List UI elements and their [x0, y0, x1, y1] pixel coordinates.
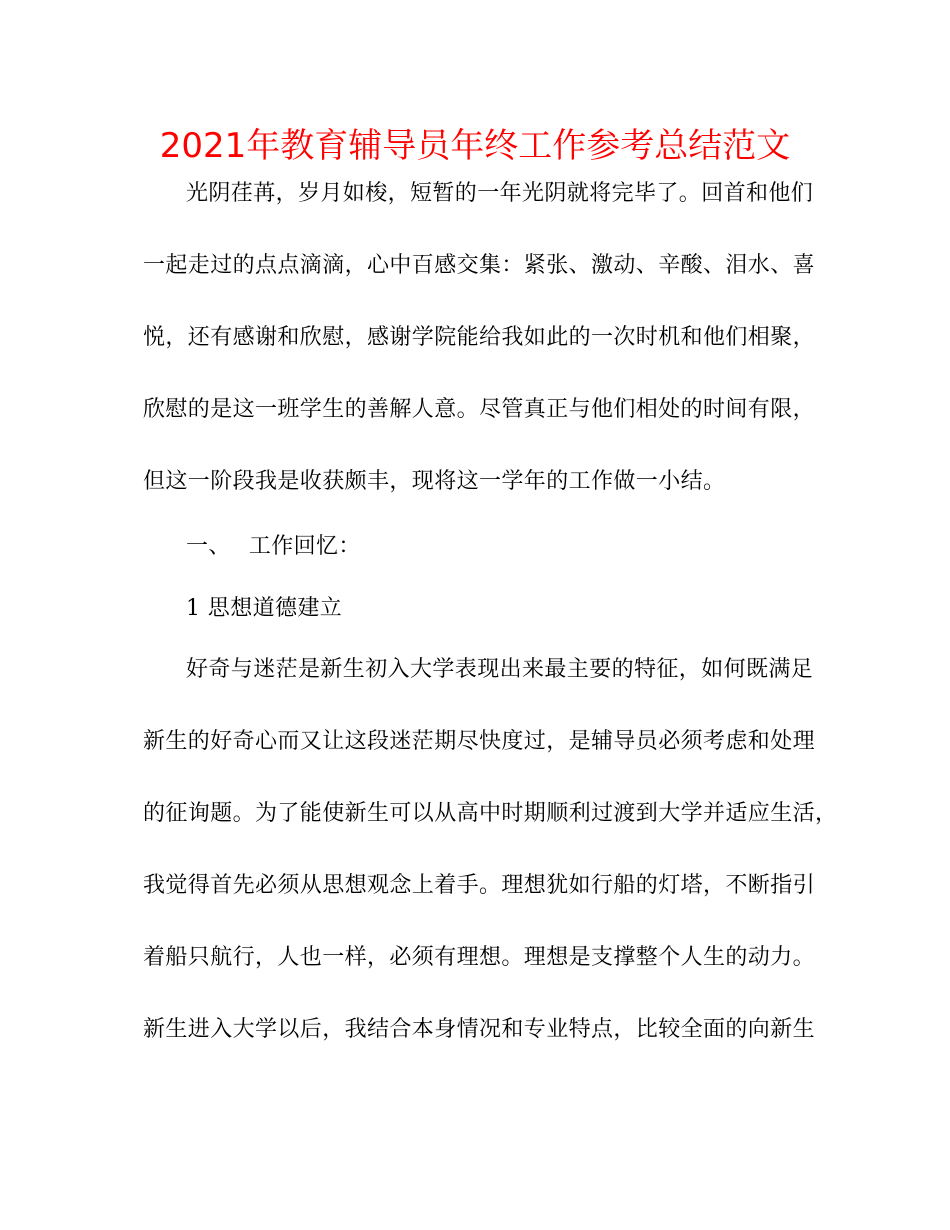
paragraph-line: 但这一阶段我是收获颇丰，现将这一学年的工作做一小结。 [143, 469, 726, 494]
subheading: 1 思想道德建立 [186, 596, 343, 621]
paragraph-line: 好奇与迷茫是新生初入大学表现出来最主要的特征，如何既满足 [186, 657, 814, 682]
paragraph-line: 新生的好奇心而又让这段迷茫期尽快度过，是辅导员必须考虑和处理 [143, 729, 816, 754]
paragraph-line: 新生进入大学以后，我结合本身情况和专业特点，比较全面的向新生 [143, 1017, 816, 1042]
section-heading [186, 527, 361, 567]
paragraph-line: 着船只航行，人也一样，必须有理想。理想是支撑整个人生的动力。 [143, 945, 816, 970]
paragraph-line: 欣慰的是这一班学生的善解人意。尽管真正与他们相处的时间有限， [143, 397, 816, 422]
paragraph-line: 光阴荏苒，岁月如梭，短暂的一年光阴就将完毕了。回首和他们 [186, 181, 814, 206]
document-title: 2021年教育辅导员年终工作参考总结范文 [159, 126, 791, 166]
paragraph-line: 一起走过的点点滴滴，心中百感交集：紧张、激动、辛酸、泪水、喜 [143, 253, 816, 278]
section-number: 一、 [186, 534, 231, 559]
paragraph-line: 的征询题。为了能使新生可以从高中时期顺利过渡到大学并适应生活， [143, 801, 838, 826]
paragraph-line: 我觉得首先必须从思想观念上着手。理想犹如行船的灯塔，不断指引 [143, 873, 816, 898]
paragraph-line: 悦，还有感谢和欣慰，感谢学院能给我如此的一次时机和他们相聚， [143, 325, 816, 350]
section-title: 工作回忆： [248, 534, 361, 559]
